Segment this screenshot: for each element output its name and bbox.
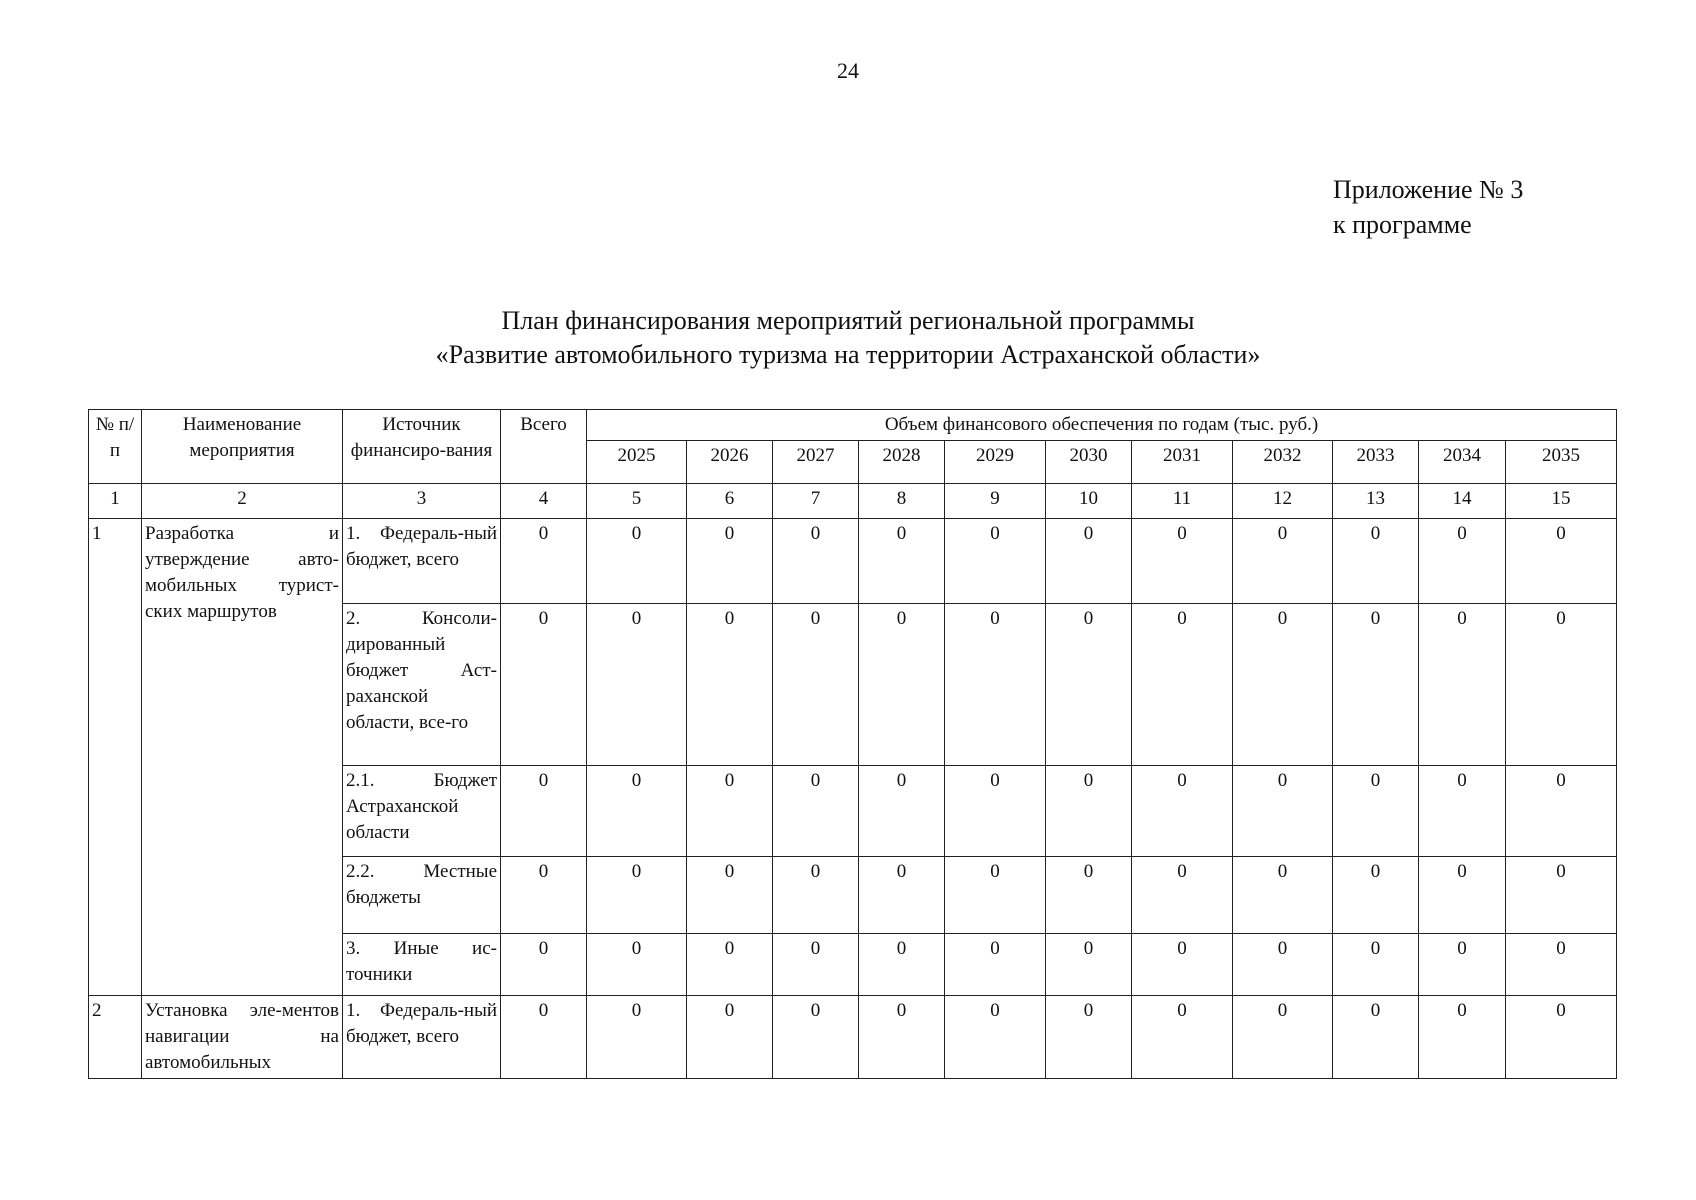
event-number: 2 xyxy=(89,996,142,1079)
year-header: 2035 xyxy=(1506,441,1617,484)
event-name: Разработка и утверждение авто-мобильных турист-ских маршрутов xyxy=(142,519,343,996)
funding-value: 0 xyxy=(1419,934,1506,996)
year-header: 2034 xyxy=(1419,441,1506,484)
funding-value: 0 xyxy=(773,604,859,766)
funding-value: 0 xyxy=(1506,604,1617,766)
funding-value: 0 xyxy=(859,857,945,934)
funding-value: 0 xyxy=(945,519,1046,604)
funding-value: 0 xyxy=(1506,934,1617,996)
table-row xyxy=(89,519,1617,604)
funding-value: 0 xyxy=(687,604,773,766)
funding-value: 0 xyxy=(1132,519,1233,604)
appendix-note xyxy=(1333,172,1523,242)
funding-value: 0 xyxy=(773,519,859,604)
column-number: 7 xyxy=(773,484,859,519)
funding-value: 0 xyxy=(1333,519,1419,604)
funding-value: 0 xyxy=(1333,996,1419,1079)
column-number: 1 xyxy=(89,484,142,519)
event-name: Установка эле-ментов навигации на автомобильных xyxy=(142,996,343,1079)
funding-value: 0 xyxy=(773,996,859,1079)
appendix-line-2: к программе xyxy=(1333,210,1472,239)
funding-value: 0 xyxy=(1233,604,1333,766)
funding-value: 0 xyxy=(587,857,687,934)
header-num: № п/п xyxy=(89,410,142,484)
column-number: 9 xyxy=(945,484,1046,519)
funding-value: 0 xyxy=(587,996,687,1079)
funding-value: 0 xyxy=(501,996,587,1079)
funding-value: 0 xyxy=(1132,996,1233,1079)
funding-value: 0 xyxy=(687,934,773,996)
event-number: 1 xyxy=(89,519,142,996)
funding-value: 0 xyxy=(1233,934,1333,996)
funding-value: 0 xyxy=(1333,934,1419,996)
funding-value: 0 xyxy=(587,934,687,996)
funding-value: 0 xyxy=(1046,934,1132,996)
table-row xyxy=(89,996,1617,1079)
funding-value: 0 xyxy=(587,766,687,857)
funding-value: 0 xyxy=(687,996,773,1079)
column-number: 14 xyxy=(1419,484,1506,519)
funding-value: 0 xyxy=(587,519,687,604)
header-name: Наименование мероприятия xyxy=(142,410,343,484)
funding-value: 0 xyxy=(1506,857,1617,934)
column-number: 15 xyxy=(1506,484,1617,519)
funding-value: 0 xyxy=(945,604,1046,766)
column-number: 10 xyxy=(1046,484,1132,519)
funding-source: 2. Консоли-дированный бюджет Аст-раханской области, все-го xyxy=(343,604,501,766)
year-header: 2030 xyxy=(1046,441,1132,484)
funding-value: 0 xyxy=(1419,604,1506,766)
page-number: 24 xyxy=(837,58,859,83)
funding-value: 0 xyxy=(859,766,945,857)
column-number: 13 xyxy=(1333,484,1419,519)
funding-value: 0 xyxy=(1419,996,1506,1079)
funding-source: 3. Иные ис-точники xyxy=(343,934,501,996)
funding-value: 0 xyxy=(1419,766,1506,857)
column-number: 4 xyxy=(501,484,587,519)
table-body xyxy=(89,519,1617,1079)
funding-value: 0 xyxy=(501,934,587,996)
funding-value: 0 xyxy=(859,934,945,996)
year-header: 2029 xyxy=(945,441,1046,484)
funding-source: 2.2. Местные бюджеты xyxy=(343,857,501,934)
funding-value: 0 xyxy=(1419,519,1506,604)
year-header: 2033 xyxy=(1333,441,1419,484)
funding-value: 0 xyxy=(1132,857,1233,934)
funding-source: 1. Федераль-ный бюджет, всего xyxy=(343,519,501,604)
funding-value: 0 xyxy=(945,996,1046,1079)
funding-value: 0 xyxy=(1233,766,1333,857)
funding-value: 0 xyxy=(1333,766,1419,857)
funding-value: 0 xyxy=(945,934,1046,996)
year-header: 2027 xyxy=(773,441,859,484)
funding-value: 0 xyxy=(1506,996,1617,1079)
funding-value: 0 xyxy=(687,766,773,857)
column-number: 8 xyxy=(859,484,945,519)
funding-value: 0 xyxy=(501,519,587,604)
funding-value: 0 xyxy=(587,604,687,766)
funding-value: 0 xyxy=(773,934,859,996)
funding-value: 0 xyxy=(1419,857,1506,934)
year-header: 2028 xyxy=(859,441,945,484)
column-number: 3 xyxy=(343,484,501,519)
column-number: 6 xyxy=(687,484,773,519)
funding-value: 0 xyxy=(1046,604,1132,766)
funding-value: 0 xyxy=(859,996,945,1079)
column-number: 2 xyxy=(142,484,343,519)
year-header: 2031 xyxy=(1132,441,1233,484)
header-total: Всего xyxy=(501,410,587,484)
funding-value: 0 xyxy=(859,604,945,766)
column-number: 11 xyxy=(1132,484,1233,519)
funding-value: 0 xyxy=(1506,519,1617,604)
funding-value: 0 xyxy=(687,857,773,934)
funding-value: 0 xyxy=(1333,857,1419,934)
title-line-1: План финансирования мероприятий региональной программы xyxy=(501,306,1195,335)
funding-value: 0 xyxy=(945,766,1046,857)
funding-value: 0 xyxy=(1046,766,1132,857)
funding-value: 0 xyxy=(773,766,859,857)
funding-value: 0 xyxy=(945,857,1046,934)
funding-value: 0 xyxy=(1506,766,1617,857)
funding-value: 0 xyxy=(687,519,773,604)
funding-value: 0 xyxy=(501,604,587,766)
document-title xyxy=(0,304,1696,372)
funding-value: 0 xyxy=(1333,604,1419,766)
year-header: 2025 xyxy=(587,441,687,484)
funding-value: 0 xyxy=(1233,857,1333,934)
column-number: 12 xyxy=(1233,484,1333,519)
funding-value: 0 xyxy=(1132,766,1233,857)
column-number-row xyxy=(89,484,1617,519)
funding-source: 1. Федераль-ный бюджет, всего xyxy=(343,996,501,1079)
funding-value: 0 xyxy=(1132,604,1233,766)
header-volume: Объем финансового обеспечения по годам (тыс. руб.) xyxy=(587,410,1617,441)
funding-value: 0 xyxy=(1132,934,1233,996)
funding-value: 0 xyxy=(773,857,859,934)
funding-value: 0 xyxy=(859,519,945,604)
appendix-line-1: Приложение № 3 xyxy=(1333,175,1524,204)
funding-value: 0 xyxy=(1233,996,1333,1079)
funding-value: 0 xyxy=(1046,996,1132,1079)
funding-value: 0 xyxy=(1046,857,1132,934)
year-header: 2026 xyxy=(687,441,773,484)
column-number: 5 xyxy=(587,484,687,519)
header-source: Источник финансиро-вания xyxy=(343,410,501,484)
title-line-2: «Развитие автомобильного туризма на территории Астраханской области» xyxy=(435,340,1261,369)
funding-source: 2.1. Бюджет Астраханской области xyxy=(343,766,501,857)
financing-plan-table xyxy=(88,409,1617,1079)
funding-value: 0 xyxy=(501,857,587,934)
funding-value: 0 xyxy=(501,766,587,857)
funding-value: 0 xyxy=(1233,519,1333,604)
year-header: 2032 xyxy=(1233,441,1333,484)
funding-value: 0 xyxy=(1046,519,1132,604)
